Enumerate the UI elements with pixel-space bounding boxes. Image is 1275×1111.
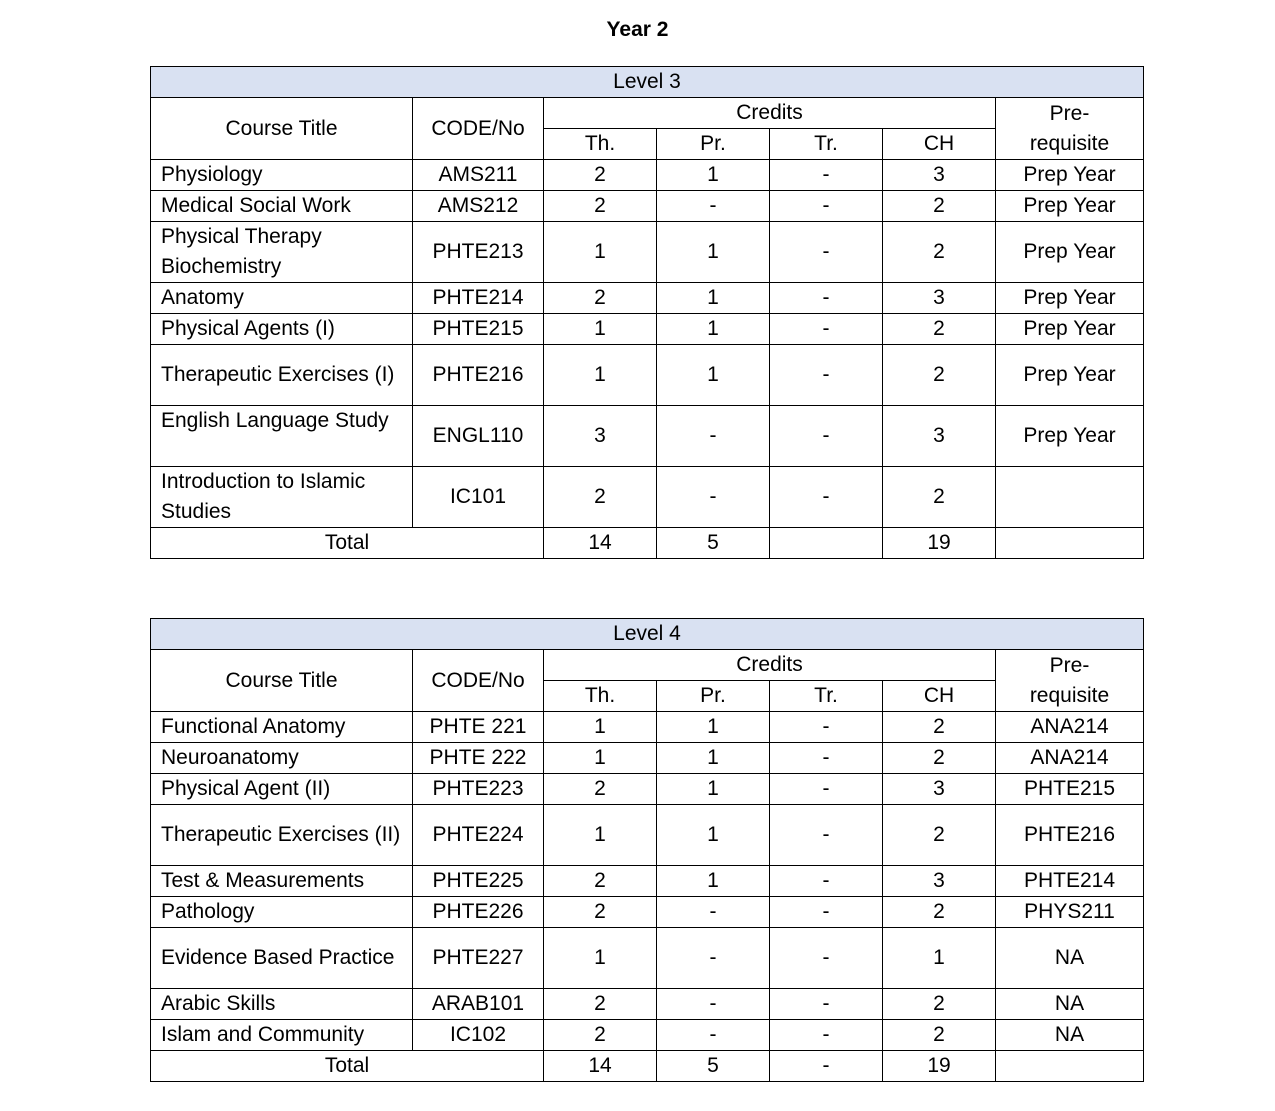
prerequisite: PHYS211	[996, 897, 1144, 928]
table-row	[151, 160, 1144, 191]
header-ch: CH	[883, 681, 996, 712]
prerequisite: PHTE214	[996, 866, 1144, 897]
credit-ch: 3	[883, 406, 996, 467]
prerequisite: PHTE215	[996, 774, 1144, 805]
total-pr: 5	[657, 528, 770, 559]
table-row	[151, 928, 1144, 989]
level-4-table	[150, 618, 1144, 1082]
header-prerequisite: Pre- requisite	[996, 650, 1144, 712]
credit-th: 1	[544, 345, 657, 406]
course-title: Pathology	[151, 897, 413, 928]
header-pr: Pr.	[657, 681, 770, 712]
course-title: Anatomy	[151, 283, 413, 314]
prerequisite: Prep Year	[996, 283, 1144, 314]
table-row	[151, 314, 1144, 345]
credit-tr: -	[770, 1020, 883, 1051]
level-title: Level 3	[151, 67, 1144, 98]
credit-th: 2	[544, 467, 657, 528]
total-tr	[770, 528, 883, 559]
credit-tr: -	[770, 866, 883, 897]
course-title: Therapeutic Exercises (I)	[151, 345, 413, 406]
header-th: Th.	[544, 129, 657, 160]
level-3-table	[150, 66, 1144, 559]
credit-ch: 2	[883, 314, 996, 345]
table-row	[151, 712, 1144, 743]
total-pr: 5	[657, 1051, 770, 1082]
table-row	[151, 345, 1144, 406]
header-th: Th.	[544, 681, 657, 712]
credit-pr: 1	[657, 314, 770, 345]
credit-th: 2	[544, 989, 657, 1020]
credit-ch: 3	[883, 866, 996, 897]
course-title: Introduction to Islamic Studies	[151, 467, 413, 528]
credit-ch: 1	[883, 928, 996, 989]
table-row	[151, 774, 1144, 805]
credit-pr: -	[657, 989, 770, 1020]
credit-ch: 2	[883, 222, 996, 283]
credit-tr: -	[770, 160, 883, 191]
credit-pr: -	[657, 897, 770, 928]
course-title: Neuroanatomy	[151, 743, 413, 774]
total-prerequisite	[996, 1051, 1144, 1082]
prerequisite: NA	[996, 989, 1144, 1020]
total-row	[151, 528, 1144, 559]
credit-th: 3	[544, 406, 657, 467]
credit-th: 1	[544, 928, 657, 989]
header-pr: Pr.	[657, 129, 770, 160]
total-label: Total	[151, 1051, 544, 1082]
credit-th: 2	[544, 160, 657, 191]
total-row	[151, 1051, 1144, 1082]
credit-tr: -	[770, 345, 883, 406]
table-row	[151, 222, 1144, 283]
credit-ch: 2	[883, 989, 996, 1020]
credit-pr: 1	[657, 774, 770, 805]
course-code: IC101	[413, 467, 544, 528]
table-row	[151, 1020, 1144, 1051]
course-code: IC102	[413, 1020, 544, 1051]
prerequisite: Prep Year	[996, 191, 1144, 222]
prerequisite: Prep Year	[996, 406, 1144, 467]
course-code: PHTE224	[413, 805, 544, 866]
credit-th: 1	[544, 712, 657, 743]
total-label: Total	[151, 528, 544, 559]
credit-pr: 1	[657, 345, 770, 406]
course-code: PHTE223	[413, 774, 544, 805]
course-code: PHTE227	[413, 928, 544, 989]
total-ch: 19	[883, 528, 996, 559]
credit-tr: -	[770, 897, 883, 928]
header-tr: Tr.	[770, 129, 883, 160]
total-tr: -	[770, 1051, 883, 1082]
credit-ch: 2	[883, 805, 996, 866]
credit-ch: 2	[883, 1020, 996, 1051]
course-code: PHTE216	[413, 345, 544, 406]
credit-ch: 3	[883, 774, 996, 805]
course-title: Physical Therapy Biochemistry	[151, 222, 413, 283]
course-title: Therapeutic Exercises (II)	[151, 805, 413, 866]
credit-th: 1	[544, 743, 657, 774]
course-code: AMS212	[413, 191, 544, 222]
course-code: AMS211	[413, 160, 544, 191]
header-ch: CH	[883, 129, 996, 160]
course-title: Physiology	[151, 160, 413, 191]
credit-th: 2	[544, 774, 657, 805]
credit-ch: 2	[883, 191, 996, 222]
header-tr: Tr.	[770, 681, 883, 712]
course-title: Islam and Community	[151, 1020, 413, 1051]
credit-tr: -	[770, 774, 883, 805]
credit-tr: -	[770, 989, 883, 1020]
credit-pr: 1	[657, 160, 770, 191]
credit-pr: 1	[657, 222, 770, 283]
credit-tr: -	[770, 712, 883, 743]
prerequisite: PHTE216	[996, 805, 1144, 866]
credit-tr: -	[770, 314, 883, 345]
credit-pr: -	[657, 928, 770, 989]
credit-tr: -	[770, 467, 883, 528]
table-row	[151, 467, 1144, 528]
course-code: PHTE215	[413, 314, 544, 345]
course-code: PHTE 221	[413, 712, 544, 743]
header-course-title: Course Title	[151, 650, 413, 712]
course-title: Test & Measurements	[151, 866, 413, 897]
prerequisite: ANA214	[996, 743, 1144, 774]
credit-tr: -	[770, 222, 883, 283]
course-code: PHTE214	[413, 283, 544, 314]
total-th: 14	[544, 1051, 657, 1082]
credit-pr: -	[657, 406, 770, 467]
prerequisite: Prep Year	[996, 314, 1144, 345]
course-code: ENGL110	[413, 406, 544, 467]
course-code: ARAB101	[413, 989, 544, 1020]
credit-tr: -	[770, 283, 883, 314]
credit-pr: -	[657, 1020, 770, 1051]
header-prerequisite: Pre- requisite	[996, 98, 1144, 160]
credit-pr: -	[657, 467, 770, 528]
course-title: Medical Social Work	[151, 191, 413, 222]
credit-ch: 3	[883, 283, 996, 314]
course-code: PHTE 222	[413, 743, 544, 774]
credit-th: 2	[544, 191, 657, 222]
table-row	[151, 283, 1144, 314]
credit-th: 2	[544, 866, 657, 897]
credit-pr: 1	[657, 866, 770, 897]
header-course-title: Course Title	[151, 98, 413, 160]
credit-th: 1	[544, 314, 657, 345]
total-th: 14	[544, 528, 657, 559]
table-row	[151, 897, 1144, 928]
credit-pr: 1	[657, 743, 770, 774]
credit-ch: 2	[883, 712, 996, 743]
prerequisite: Prep Year	[996, 222, 1144, 283]
total-prerequisite	[996, 528, 1144, 559]
credit-ch: 2	[883, 345, 996, 406]
table-row	[151, 866, 1144, 897]
total-ch: 19	[883, 1051, 996, 1082]
prerequisite: Prep Year	[996, 345, 1144, 406]
course-code: PHTE226	[413, 897, 544, 928]
course-code: PHTE225	[413, 866, 544, 897]
credit-tr: -	[770, 805, 883, 866]
course-code: PHTE213	[413, 222, 544, 283]
credit-th: 2	[544, 897, 657, 928]
credit-ch: 2	[883, 743, 996, 774]
header-code: CODE/No	[413, 98, 544, 160]
credit-pr: 1	[657, 283, 770, 314]
prerequisite: ANA214	[996, 712, 1144, 743]
table-row	[151, 805, 1144, 866]
credit-ch: 3	[883, 160, 996, 191]
credit-pr: 1	[657, 712, 770, 743]
table-row	[151, 191, 1144, 222]
credit-th: 2	[544, 1020, 657, 1051]
prerequisite: NA	[996, 1020, 1144, 1051]
credit-th: 2	[544, 283, 657, 314]
prerequisite	[996, 467, 1144, 528]
table-row	[151, 743, 1144, 774]
credit-tr: -	[770, 928, 883, 989]
course-title: Arabic Skills	[151, 989, 413, 1020]
credit-th: 1	[544, 222, 657, 283]
course-title: Physical Agent (II)	[151, 774, 413, 805]
credit-th: 1	[544, 805, 657, 866]
table-row	[151, 989, 1144, 1020]
prerequisite: Prep Year	[996, 160, 1144, 191]
course-title: Evidence Based Practice	[151, 928, 413, 989]
header-credits: Credits	[544, 98, 996, 129]
credit-tr: -	[770, 406, 883, 467]
credit-ch: 2	[883, 897, 996, 928]
course-title: Functional Anatomy	[151, 712, 413, 743]
header-code: CODE/No	[413, 650, 544, 712]
page-title: Year 2	[606, 18, 669, 41]
credit-tr: -	[770, 743, 883, 774]
table-row	[151, 406, 1144, 467]
credit-ch: 2	[883, 467, 996, 528]
header-credits: Credits	[544, 650, 996, 681]
prerequisite: NA	[996, 928, 1144, 989]
level-title: Level 4	[151, 619, 1144, 650]
credit-tr: -	[770, 191, 883, 222]
course-title: Physical Agents (I)	[151, 314, 413, 345]
course-title: English Language Study	[151, 406, 413, 467]
credit-pr: 1	[657, 805, 770, 866]
credit-pr: -	[657, 191, 770, 222]
